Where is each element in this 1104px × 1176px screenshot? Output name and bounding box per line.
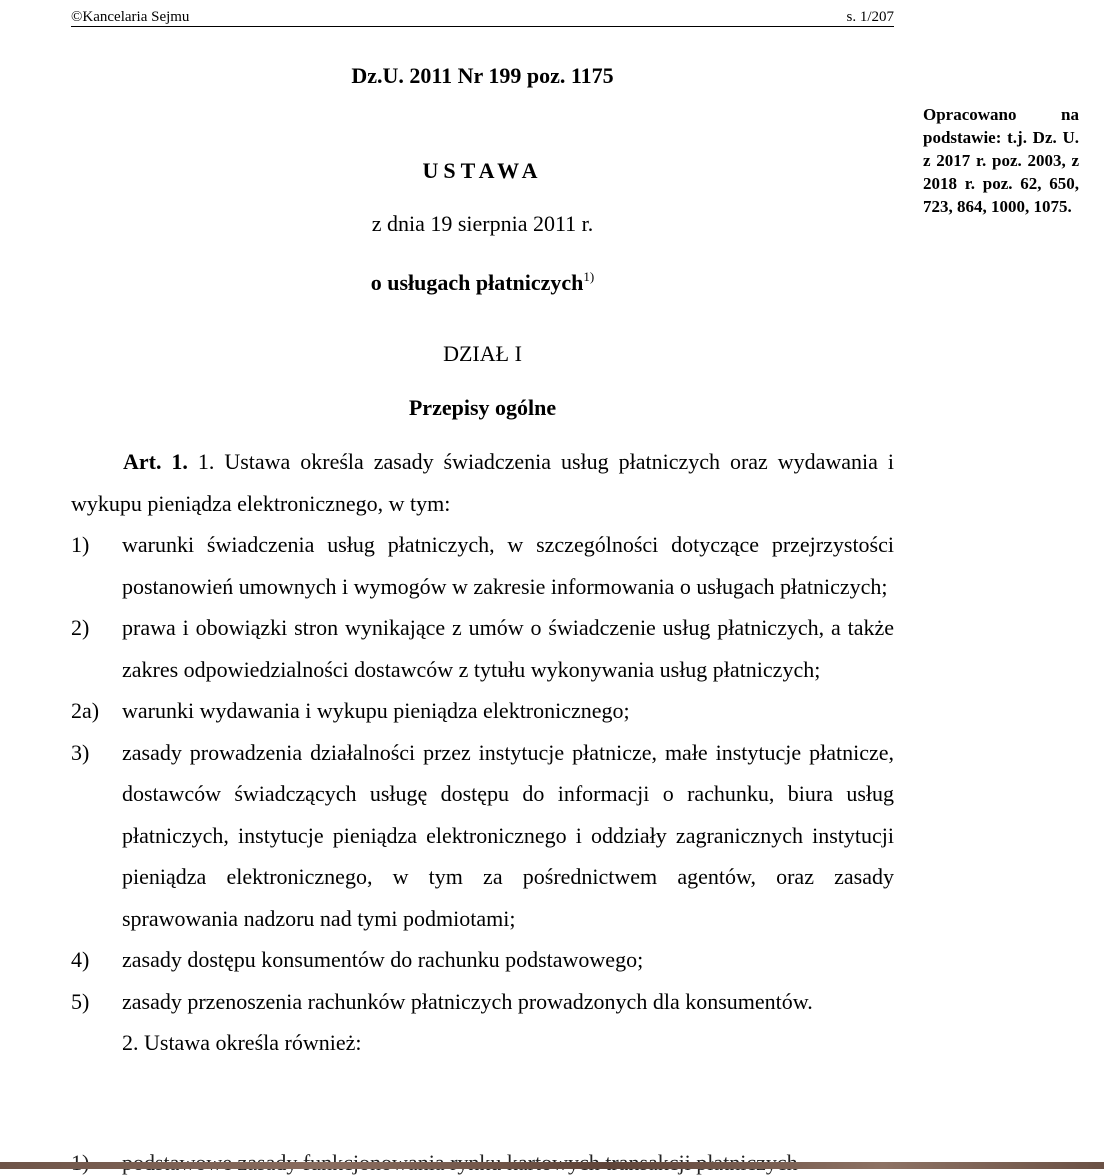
division-heading: DZIAŁ I bbox=[443, 341, 522, 366]
list-item-number: 3) bbox=[71, 739, 90, 765]
list-item-text: warunki wydawania i wykupu pieniądza elektronicznego; bbox=[122, 698, 630, 723]
list-item bbox=[71, 732, 894, 940]
article-paragraph-2: 2. Ustawa określa również: bbox=[122, 1030, 362, 1055]
header-copyright: ©Kancelaria Sejmu bbox=[71, 9, 190, 25]
article-label: Art. 1. bbox=[123, 449, 188, 474]
page-header bbox=[71, 8, 894, 27]
list-item-text: zasady prowadzenia działalności przez instytucje płatnicze, małe instytucje płatnicze, dostawców świadczących usługę dostępu do informacji o rachunku, biura usług płatniczych, instytucje pieniądza elektronicznego i oddziały zagranicznych instytucji pieniądza elektronicznego, w tym za pośrednictwem agentów, oraz zasady sprawowania nadzoru nad tymi podmiotami; bbox=[122, 739, 894, 931]
act-date: z dnia 19 sierpnia 2011 r. bbox=[371, 211, 594, 236]
list-item bbox=[71, 690, 894, 732]
list-item bbox=[71, 939, 894, 981]
journal-reference: Dz.U. 2011 Nr 199 poz. 1175 bbox=[351, 63, 614, 88]
list-item-text: zasady dostępu konsumentów do rachunku podstawowego; bbox=[122, 947, 644, 972]
list-item-number: 5) bbox=[71, 988, 90, 1014]
act-type: USTAWA bbox=[422, 158, 543, 183]
article-intro bbox=[71, 441, 894, 524]
list-item bbox=[71, 607, 894, 690]
page-number: s. 1/207 bbox=[846, 9, 894, 25]
consolidation-note: Opracowano na podstawie: t.j. Dz. U. z 2017 r. poz. 2003, z 2018 r. poz. 62, 650, 723, 864, 1000, 1075. bbox=[923, 105, 1079, 216]
list-item-text: zasady przenoszenia rachunków płatniczych prowadzonych dla konsumentów. bbox=[122, 988, 813, 1014]
division-title: Przepisy ogólne bbox=[408, 395, 557, 420]
list-item-number: 4) bbox=[71, 947, 90, 972]
list-item bbox=[71, 524, 894, 607]
article-intro-text: 1. Ustawa określa zasady świadczenia usług płatniczych oraz wydawania i wykupu pieniądza elektronicznego, w tym: bbox=[71, 449, 894, 516]
footnote-marker[interactable]: 1) bbox=[583, 269, 595, 284]
window-bottom-edge bbox=[0, 1162, 1104, 1169]
list-item-number: 2) bbox=[71, 615, 90, 640]
list-item-text: warunki świadczenia usług płatniczych, w szczególności dotyczące przejrzystości postanowień umownych i wymogów w zakresie informowania o usługach płatniczych; bbox=[122, 532, 894, 599]
list-item-text: prawa i obowiązki stron wynikające z umów o świadczenie usług płatniczych, a także zakres odpowiedzialności dostawców z tytułu wykonywania usług płatniczych; bbox=[122, 615, 894, 682]
list-item-number: 1) bbox=[71, 532, 90, 557]
act-title bbox=[71, 264, 894, 296]
act-subject: o usługach płatniczych bbox=[370, 270, 584, 295]
list-item bbox=[71, 981, 894, 1023]
article-body bbox=[71, 441, 894, 1064]
list-item-number: 2a) bbox=[71, 698, 100, 723]
